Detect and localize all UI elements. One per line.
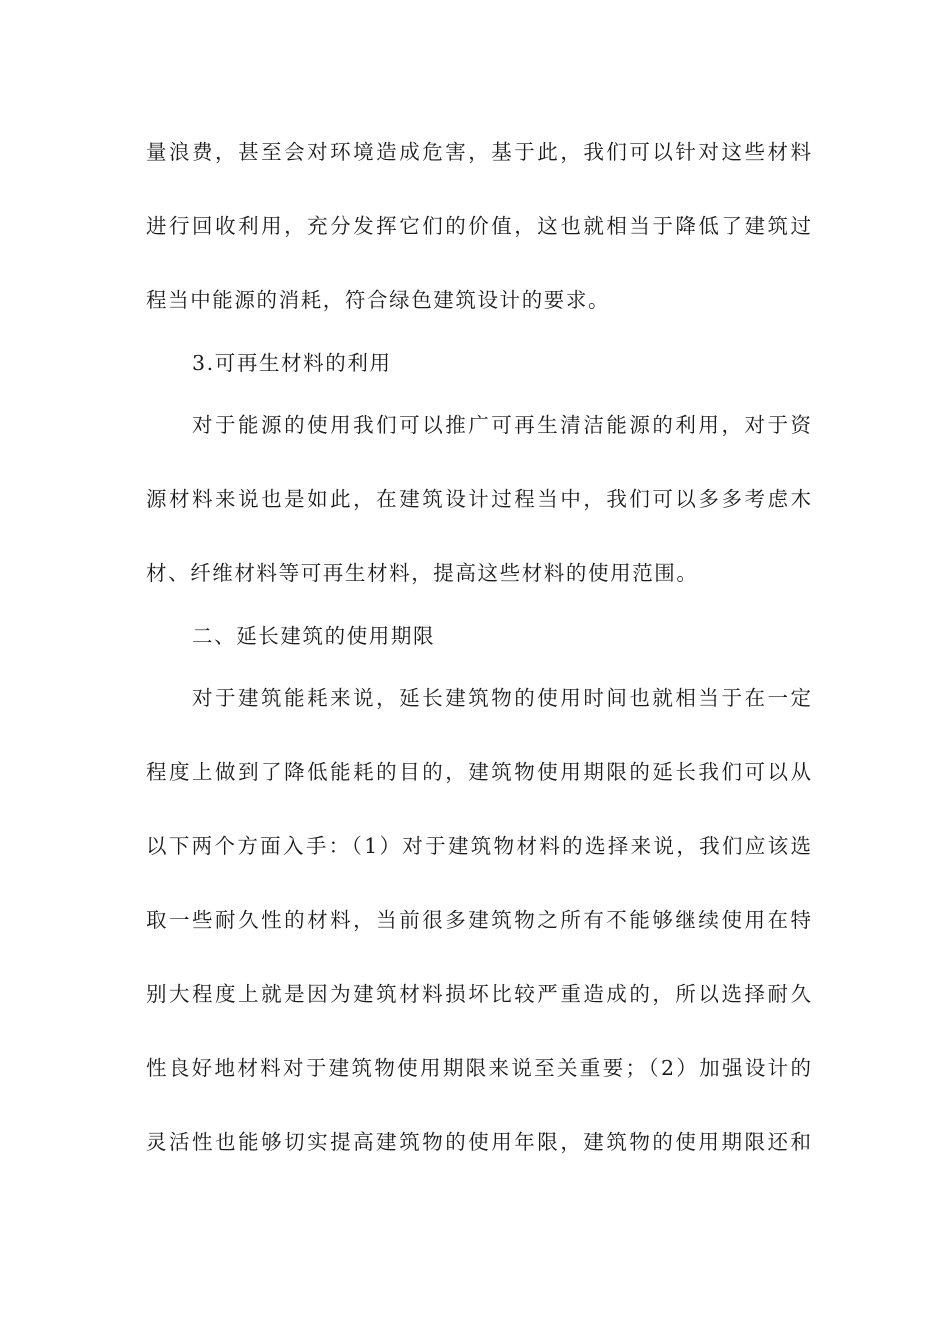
paragraph-line: 进行回收利用，充分发挥它们的价值，这也就相当于降低了建筑过 [146, 214, 811, 238]
paragraph-line: 材、纤维材料等可再生材料，提高这些材料的使用范围。 [146, 561, 699, 585]
paragraph-line: 别大程度上就是因为建筑材料损坏比较严重造成的，所以选择耐久 [146, 982, 811, 1006]
paragraph-line: 对于能源的使用我们可以推广可再生清洁能源的利用，对于资 [192, 413, 811, 437]
paragraph-line: 取一些耐久性的材料，当前很多建筑物之所有不能够继续使用在特 [146, 908, 811, 932]
paragraph-line: 对于建筑能耗来说，延长建筑物的使用时间也就相当于在一定 [192, 686, 811, 710]
paragraph-line: 性良好地材料对于建筑物使用期限来说至关重要；（2）加强设计的 [146, 1056, 811, 1080]
section-heading: 二、延长建筑的使用期限 [192, 624, 436, 648]
paragraph-line: 源材料来说也是如此，在建筑设计过程当中，我们可以多多考虑木 [146, 487, 811, 511]
paragraph-line: 程当中能源的消耗，符合绿色建筑设计的要求。 [146, 288, 611, 312]
paragraph-line: 量浪费，甚至会对环境造成危害，基于此，我们可以针对这些材料 [146, 140, 811, 164]
paragraph-line: 灵活性也能够切实提高建筑物的使用年限，建筑物的使用期限还和 [146, 1130, 811, 1154]
section-heading: 3.可再生材料的利用 [192, 351, 392, 375]
paragraph-line: 程度上做到了降低能耗的目的，建筑物使用期限的延长我们可以从 [146, 760, 811, 784]
paragraph-line: 以下两个方面入手：（1）对于建筑物材料的选择来说，我们应该选 [146, 834, 811, 858]
